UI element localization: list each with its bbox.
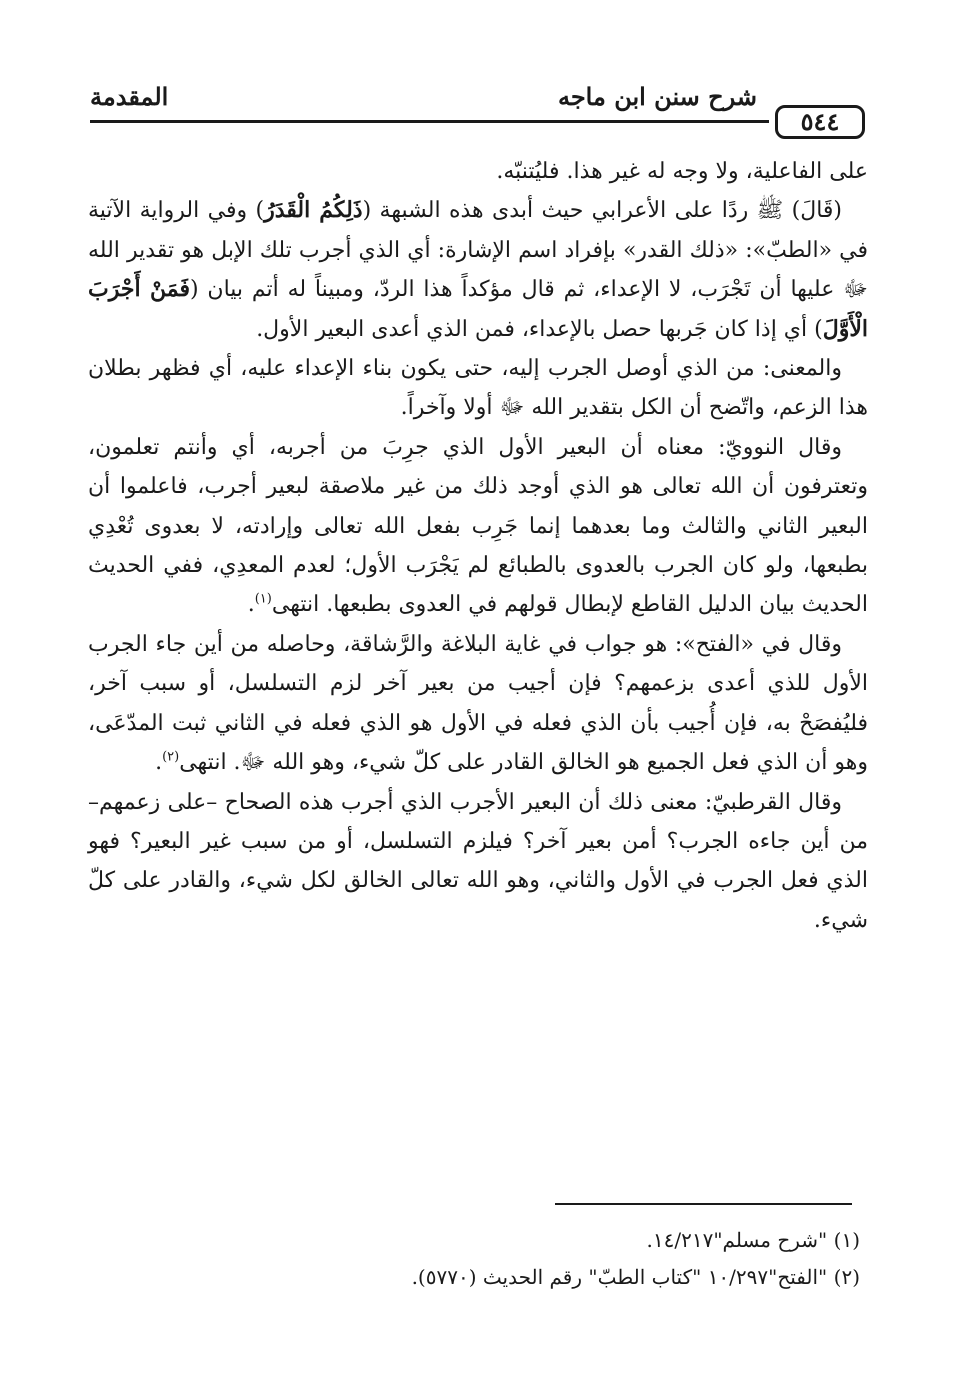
footnote-reference[interactable]: (١) (254, 592, 272, 608)
paragraph (88, 191, 868, 349)
paragraph (88, 625, 868, 783)
footnote-text: "شرح مسلم"١٤/٢١٧. (646, 1228, 828, 1252)
text-segment: والمعنى: من الذي أوصل الجرب إليه، حتى يكون بناء الإعداء عليه، أي فظهر بطلان هذا الزعم، واتّضح أن الكل بتقدير الله ﷻ أولا وآخراً. (88, 356, 868, 421)
sentence-end-punctuation: . (155, 750, 163, 776)
sentence-end-punctuation: . (247, 592, 255, 618)
body-text (88, 152, 868, 940)
footnote-text: "الفتح"١٠/٢٩٧ "كتاب الطبّ" رقم الحديث (٥٧٧٠). (411, 1265, 828, 1289)
text-segment: (قَالَ) ﷺ ردًا على الأعرابي حيث أبدى هذه الشبهة ( (362, 198, 843, 224)
footnote (200, 1259, 860, 1296)
page-header (90, 78, 865, 148)
text-segment: وقال في «الفتح»: هو جواب في غاية البلاغة والرَّشاقة، وحاصله من أين جاء الجرب الأول للذي أعدى بزعمهم؟ فإن أجيب من بعير آخر لزم التسلسل، أو سبب آخر، فليُفصَحْ به، فإن أُجيب بأن الذي فعله في الأول هو الذي فعله في الثاني ثبت المدّعَى، وهو أن الذي فعل الجميع هو الخالق القادر على كلّ شيء، وهو الله ﷻ. انتهى (88, 631, 868, 776)
text-segment: على الفاعلية، ولا وجه له غير هذا. فليُتنبّه. (496, 159, 868, 184)
quran-phrase: ذَلِكُمُ الْقَدَرُ (264, 197, 363, 224)
text-segment: وقال القرطبيّ: معنى ذلك أن البعير الأجرب الذي أجرب هذه الصحاح –على زعمهم– من أين جاءه الجرب؟ أمن بعير آخر؟ فيلزم التسلسل، أو من سبب غير البعير؟ فهو الذي فعل الجرب في الأول والثاني، وهو الله تعالى الخالق لكل شيء، والقادر على كلّ شيء. (88, 789, 868, 933)
paragraph (88, 783, 868, 941)
footnote-reference[interactable]: (٢) (162, 749, 180, 765)
text-segment: ) وفي الرواية الآتية في «الطبّ»: «ذلك القدر» بإفراد اسم الإشارة: أي الذي أجرب تلك الإبل هو تقدير الله ﷻ عليها أن تَجْرَب، لا الإعداء، ثم قال مؤكداً هذا الردّ، ومبيناً له أتم بيان ( (88, 198, 868, 303)
header-rule (90, 120, 769, 123)
footnote (200, 1222, 860, 1259)
footnote-rule (555, 1203, 852, 1205)
page-number: ٥٤٤ (775, 105, 865, 139)
paragraph (88, 428, 868, 625)
text-segment: وقال النوويّ: معناه أن البعير الأول الذي جرِبَ من أجربه، أي وأنتم تعلمون، وتعترفون أن الله تعالى هو الذي أوجد ذلك من غير ملاصقة لبعير أجرب، فاعلموا أن البعير الثاني والثالث وما بعدهما إنما جَرِب بفعل الله تعالى وإرادته، لا بعدوى تُعْدِي بطبعها، ولو كان الجرب بالعدوى بالطبائع لم يَجْرَب الأول؛ لعدم المعدِي، ففي الحديث الحديث بيان الدليل القاطع لإبطال قولهم في العدوى بطبعها. انتهى (88, 434, 868, 618)
quran-phrase: فَمَنْ أَجْرَبَ الْأَوَّلَ (88, 276, 868, 342)
footnotes (200, 1222, 860, 1296)
footnote-number: (٢) (833, 1265, 860, 1289)
footnote-number: (١) (833, 1228, 860, 1252)
paragraph (88, 152, 868, 191)
book-title: شرح سنن ابن ماجه (557, 82, 757, 111)
paragraph (88, 349, 868, 428)
text-segment: ) أي إذا كان جَربها حصل بالإعداء، فمن الذي أعدى البعير الأول. (256, 316, 823, 342)
section-title: المقدمة (90, 82, 169, 111)
